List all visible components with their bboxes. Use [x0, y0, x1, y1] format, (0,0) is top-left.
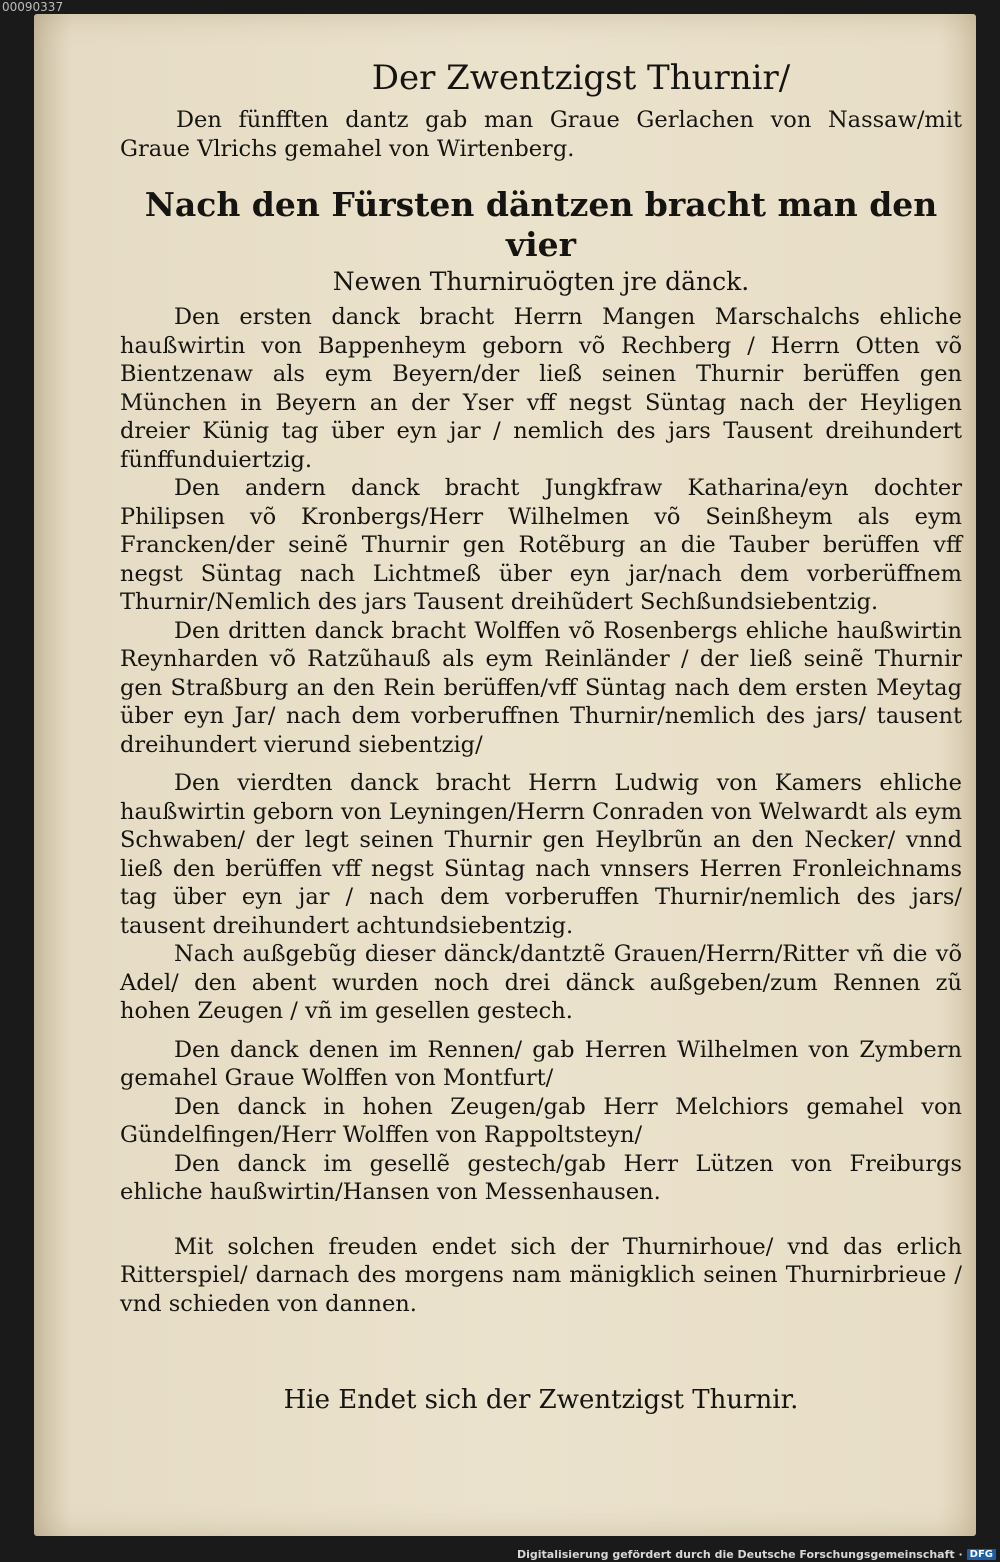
explicit-line: Hie Endet sich der Zwentzigst Thurnir.: [283, 1385, 799, 1415]
paragraph-fourth-prize: Den vierdten danck bracht Herrn Ludwig von Kamers ehliche haußwirtin geborn von Leyningen/Herrn Conraden von Welwardt als eym Schwaben/ der legt seinen Thurnir gen Heylbrũn an den Necker/ vnnd ließ den berüffen vff negst Süntag nach vnnsers Herren Fronleichnams tag über eyn jar / nach dem vorberuffen Thurnir/nemlich des jars/ tausent dreihundert achtundsiebentzig.: [120, 770, 962, 939]
dfg-logo-icon: DFG: [967, 1549, 996, 1560]
running-head: Der Zwentzigst Thurnir/: [371, 58, 791, 98]
paragraph-third-prize: Den dritten danck bracht Wolffen võ Rosenbergs ehliche haußwirtin Reynharden võ Ratzũhauß als eym Reinländer / der ließ seinẽ Thurnir gen Straßburg an den Rein berüffen/vff Süntag nach dem ersten Meytag über eyn Jar/ nach dem vorberuffnen Thurnir/nemlich des jars/ tausent dreihundert vierund siebentzig/: [120, 617, 962, 758]
closing-paragraph: Mit solchen freuden endet sich der Thurnirhoue/ vnd das erlich Ritterspiel/ darnach des morgens nam mänigklich seinen Thurnirbrieue / vnd schieden von dannen.: [120, 1233, 962, 1317]
paragraph-first-prize: Den ersten danck bracht Herrn Mangen Marschalchs ehliche haußwirtin von Bappenheym geborn võ Rechberg / Herrn Otten võ Bientzenaw als eym Beyern/der ließ seinen Thurnir berüffen gen München in Beyern an der Yser vff negst Süntag nach der Heyligen dreier Künig tag über eyn jar / nemlich des jars Tausent dreihundert fünffunduiertzig.: [120, 304, 962, 473]
book-page: [34, 14, 976, 1536]
paragraph-hohen-zeugen-prize: Den danck in hohen Zeugen/gab Herr Melchiors gemahel von Gündelfingen/Herr Wolffen von Rappoltsteyn/: [120, 1093, 962, 1148]
section-heading: Nach den Fürsten däntzen bracht man den vier: [144, 185, 938, 264]
paragraph-after-prizes: Nach außgebũg dieser dänck/dantztẽ Grauen/Herrn/Ritter vñ die võ Adel/ den abent wurden noch drei dänck außgeben/zum Rennen zũ hohen Zeugen / vñ im gesellen gestech.: [120, 941, 962, 1024]
intro-paragraph: Den fünfften dantz gab man Graue Gerlachen von Nassaw/mit Graue Vlrichs gemahel von Wirtenberg.: [120, 107, 962, 162]
page-text-block: [120, 50, 962, 1416]
scan-id-label: 00090337: [2, 0, 64, 14]
footer-credit: Digitalisierung gefördert durch die Deutsche Forschungsgemeinschaft ·: [516, 1548, 963, 1561]
section-subheading: Newen Thurniruögten jre dänck.: [332, 267, 750, 296]
paragraph-rennen-prize: Den danck denen im Rennen/ gab Herren Wilhelmen von Zymbern gemahel Graue Wolffen von Montfurt/: [120, 1036, 962, 1091]
digitization-footer: [517, 1548, 996, 1561]
paragraph-gestech-prize: Den danck im gesellẽ gestech/gab Herr Lützen von Freiburgs ehliche haußwirtin/Hansen von Messenhausen.: [120, 1150, 962, 1205]
paragraph-second-prize: Den andern danck bracht Jungkfraw Katharina/eyn dochter Philipsen võ Kronbergs/Herr Wilhelmen võ Seinßheym als eym Francken/der seinẽ Thurnir gen Rotẽburg an die Tauber berüffen vff negst Süntag nach Lichtmeß über eyn jar/nach dem vorberüffnem Thurnir/Nemlich des jars Tausent dreihũdert Sechßundsiebentzig.: [120, 475, 962, 615]
